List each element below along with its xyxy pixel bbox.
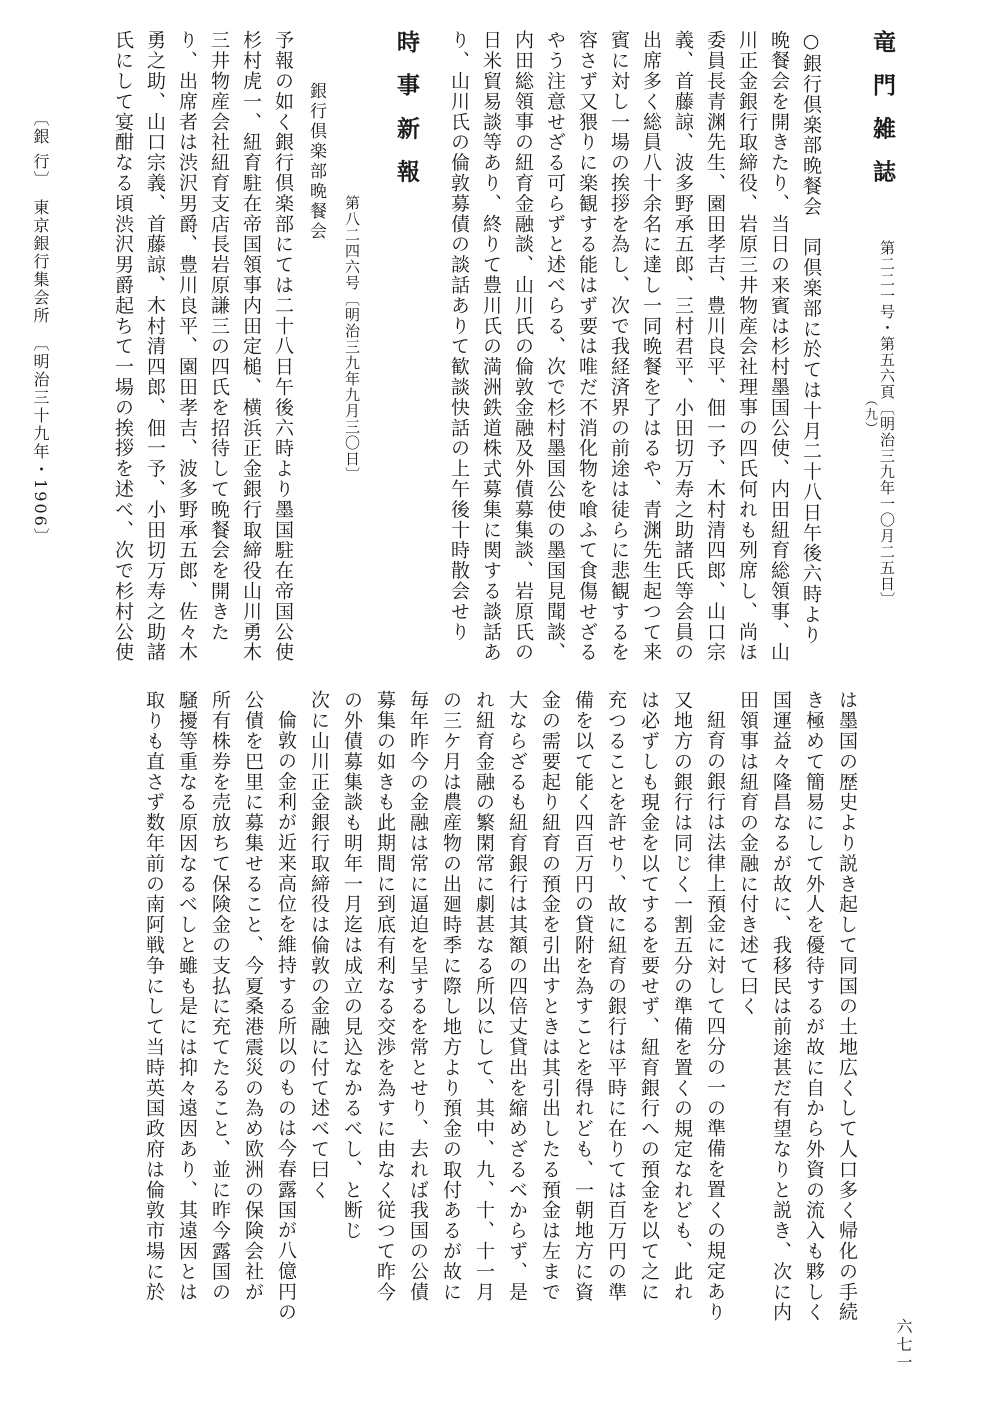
lower-line: 倫敦の金利が近来高位を維持する所以のものは今春露国が八億円の (275, 710, 297, 1322)
body-line-2d: り、出席者は渋沢男爵、豊川良平、園田孝吉、波多野承五郎、佐々木 (176, 30, 198, 663)
body-line-d: 委員長青渊先生、園田孝吉、豊川良平、佃一予、木村清四郎、山口宗 (704, 30, 726, 663)
page-footer: 〔銀 行〕 東京銀行集会所 〔明治三十九年・1906〕 (31, 110, 50, 546)
body-line-l: り、山川氏の倫敦募債の談話ありて歓談快話の上午後十時散会せり (448, 30, 470, 642)
lower-line: 田領事は紐育の金融に付き述て曰く (737, 690, 759, 1017)
body-line-2c: 三井物産会社紐育支店長岩原謙三の四氏を招待して晩餐会を開きた (208, 30, 230, 642)
lower-line: は墨国の歴史より説き起して同国の土地広くして人口多く帰化の手続 (836, 690, 858, 1323)
lower-line: 国運益々隆昌なるが故に、我移民は前途甚だ有望なりと説き、次に内 (770, 690, 792, 1323)
lower-line: 募集の如きも此期間に到底有利なる交渉を為すに由なく従つて昨今 (374, 690, 396, 1302)
body-line-g: 賓に対し一場の挨拶を為し、次で我経済界の前途は徒らに悲観するを (608, 30, 630, 663)
lower-line: 又地方の銀行は同じく一割五分の準備を置くの規定なれども、此れ (671, 690, 693, 1302)
body-line-2b: 杉村虎一、紐育駐在帝国領事内田定槌、横浜正金銀行取締役山川勇木 (240, 30, 262, 663)
lower-line: 次に山川正金銀行取締役は倫敦の金融に付て述べて曰く (308, 690, 330, 1200)
lower-line: 充つることを許せり、故に紐育の銀行は平時に在りては百万円の準 (605, 690, 627, 1302)
body-line-a: ○銀行倶楽部晩餐会 同倶楽部に於ては十月二十八日午後六時より (800, 30, 822, 645)
body-line-2f: 氏にして宴酣なる頃渋沢男爵起ちて一場の挨拶を述べ、次で杉村公使 (112, 30, 134, 663)
lower-line: 大ならざるも紐育銀行は其額の四倍丈貸出を縮めざるべからず、是 (506, 690, 528, 1302)
journal-title-ryumon: 竜 門 雑 誌 (869, 30, 896, 189)
lower-line: れ紐育金融の繁閑常に劇甚なる所以にして、其中、九、十、十一月 (473, 690, 495, 1302)
article-title: 銀行倶楽部晩餐会 (306, 82, 326, 242)
body-line-2e: 勇之助、山口宗義、首藤諒、木村清四郎、佃一予、小田切万寿之助諸 (144, 30, 166, 663)
lower-line: 騒擾等重なる原因なるべしと雖も是には抑々遠因あり、其遠因とは (176, 690, 198, 1302)
body-line-k: 日米貿易談等あり、終りて豊川氏の満洲鉄道株式募集に関する談話あ (480, 30, 502, 663)
lower-line: 備を以て能く四百万円の貸附を為すことを得れども、一朝地方に資 (572, 690, 594, 1302)
citation-ryumon: 第二二一号・第五六頁〔明治三九年一〇月二五日〕 (878, 240, 896, 608)
lower-line: 紐育の銀行は法律上預金に対して四分の一の準備を置くの規定あり (704, 710, 726, 1322)
body-line-f: 出席多く総員八十余名に達し一同晩餐を了はるや、青渊先生起つて来 (640, 30, 662, 663)
body-line-e: 義、首藤諒、波多野承五郎、三村君平、小田切万寿之助諸氏等会員の (672, 30, 694, 663)
citation-jiji: 第八二四六号〔明治三九年九月三〇日〕 (343, 195, 361, 483)
lower-line: は必ずしも現金を以てするを要せず、紐育銀行への預金を以て之に (638, 690, 660, 1302)
footnote-marker: （九） (862, 393, 877, 437)
body-line-c: 川正金銀行取締役、岩原三井物産会社理事の四氏何れも列席し、尚ほ (736, 30, 758, 663)
body-line-h: 容さず又猥りに楽観する能はず要は唯だ不消化物を喰ふて食傷せざる (576, 30, 598, 663)
body-line-j: 内田総領事の紐育金融談、山川氏の倫敦金融及外債募集談、岩原氏の (512, 30, 534, 663)
lower-line: 毎年昨今の金融は常に逼迫を呈するを常とせり、去れば我国の公債 (407, 690, 429, 1302)
lower-line: き極めて簡易にして外人を優待するが故に自から外資の流入も夥しく (803, 690, 825, 1323)
lower-line: 取りも直さず数年前の南阿戦争にして当時英国政府は倫敦市場に於 (143, 690, 165, 1302)
body-line-2a: 予報の如く銀行倶楽部にては二十八日午後六時より墨国駐在帝国公使 (272, 30, 294, 663)
page-number: 六七一 (894, 1318, 913, 1372)
lower-line: の三ケ月は農産物の出廻時季に際し地方より預金の取付あるが故に (440, 690, 462, 1302)
newspaper-title-jiji: 時 事 新 報 (393, 30, 420, 189)
lower-line: 所有株券を売放ちて保険金の支払に充てたること、並に昨今露国の (209, 690, 231, 1302)
body-line-i: やう注意せざる可らずと述べらる、次で杉村墨国公使の墨国見聞談、 (544, 30, 566, 663)
lower-line: 金の需要起り紐育の預金を引出すときは其引出したる預金は左まで (539, 690, 561, 1302)
body-line-b: 晩餐会を開きたり、当日の来賓は杉村墨国公使、内田紐育総領事、山 (768, 30, 790, 663)
lower-line: 公債を巴里に募集せること、今夏桑港震災の為め欧洲の保険会社が (242, 690, 264, 1302)
lower-line: の外債募集談も明年一月迄は成立の見込なかるべし、と断じ (341, 690, 363, 1241)
